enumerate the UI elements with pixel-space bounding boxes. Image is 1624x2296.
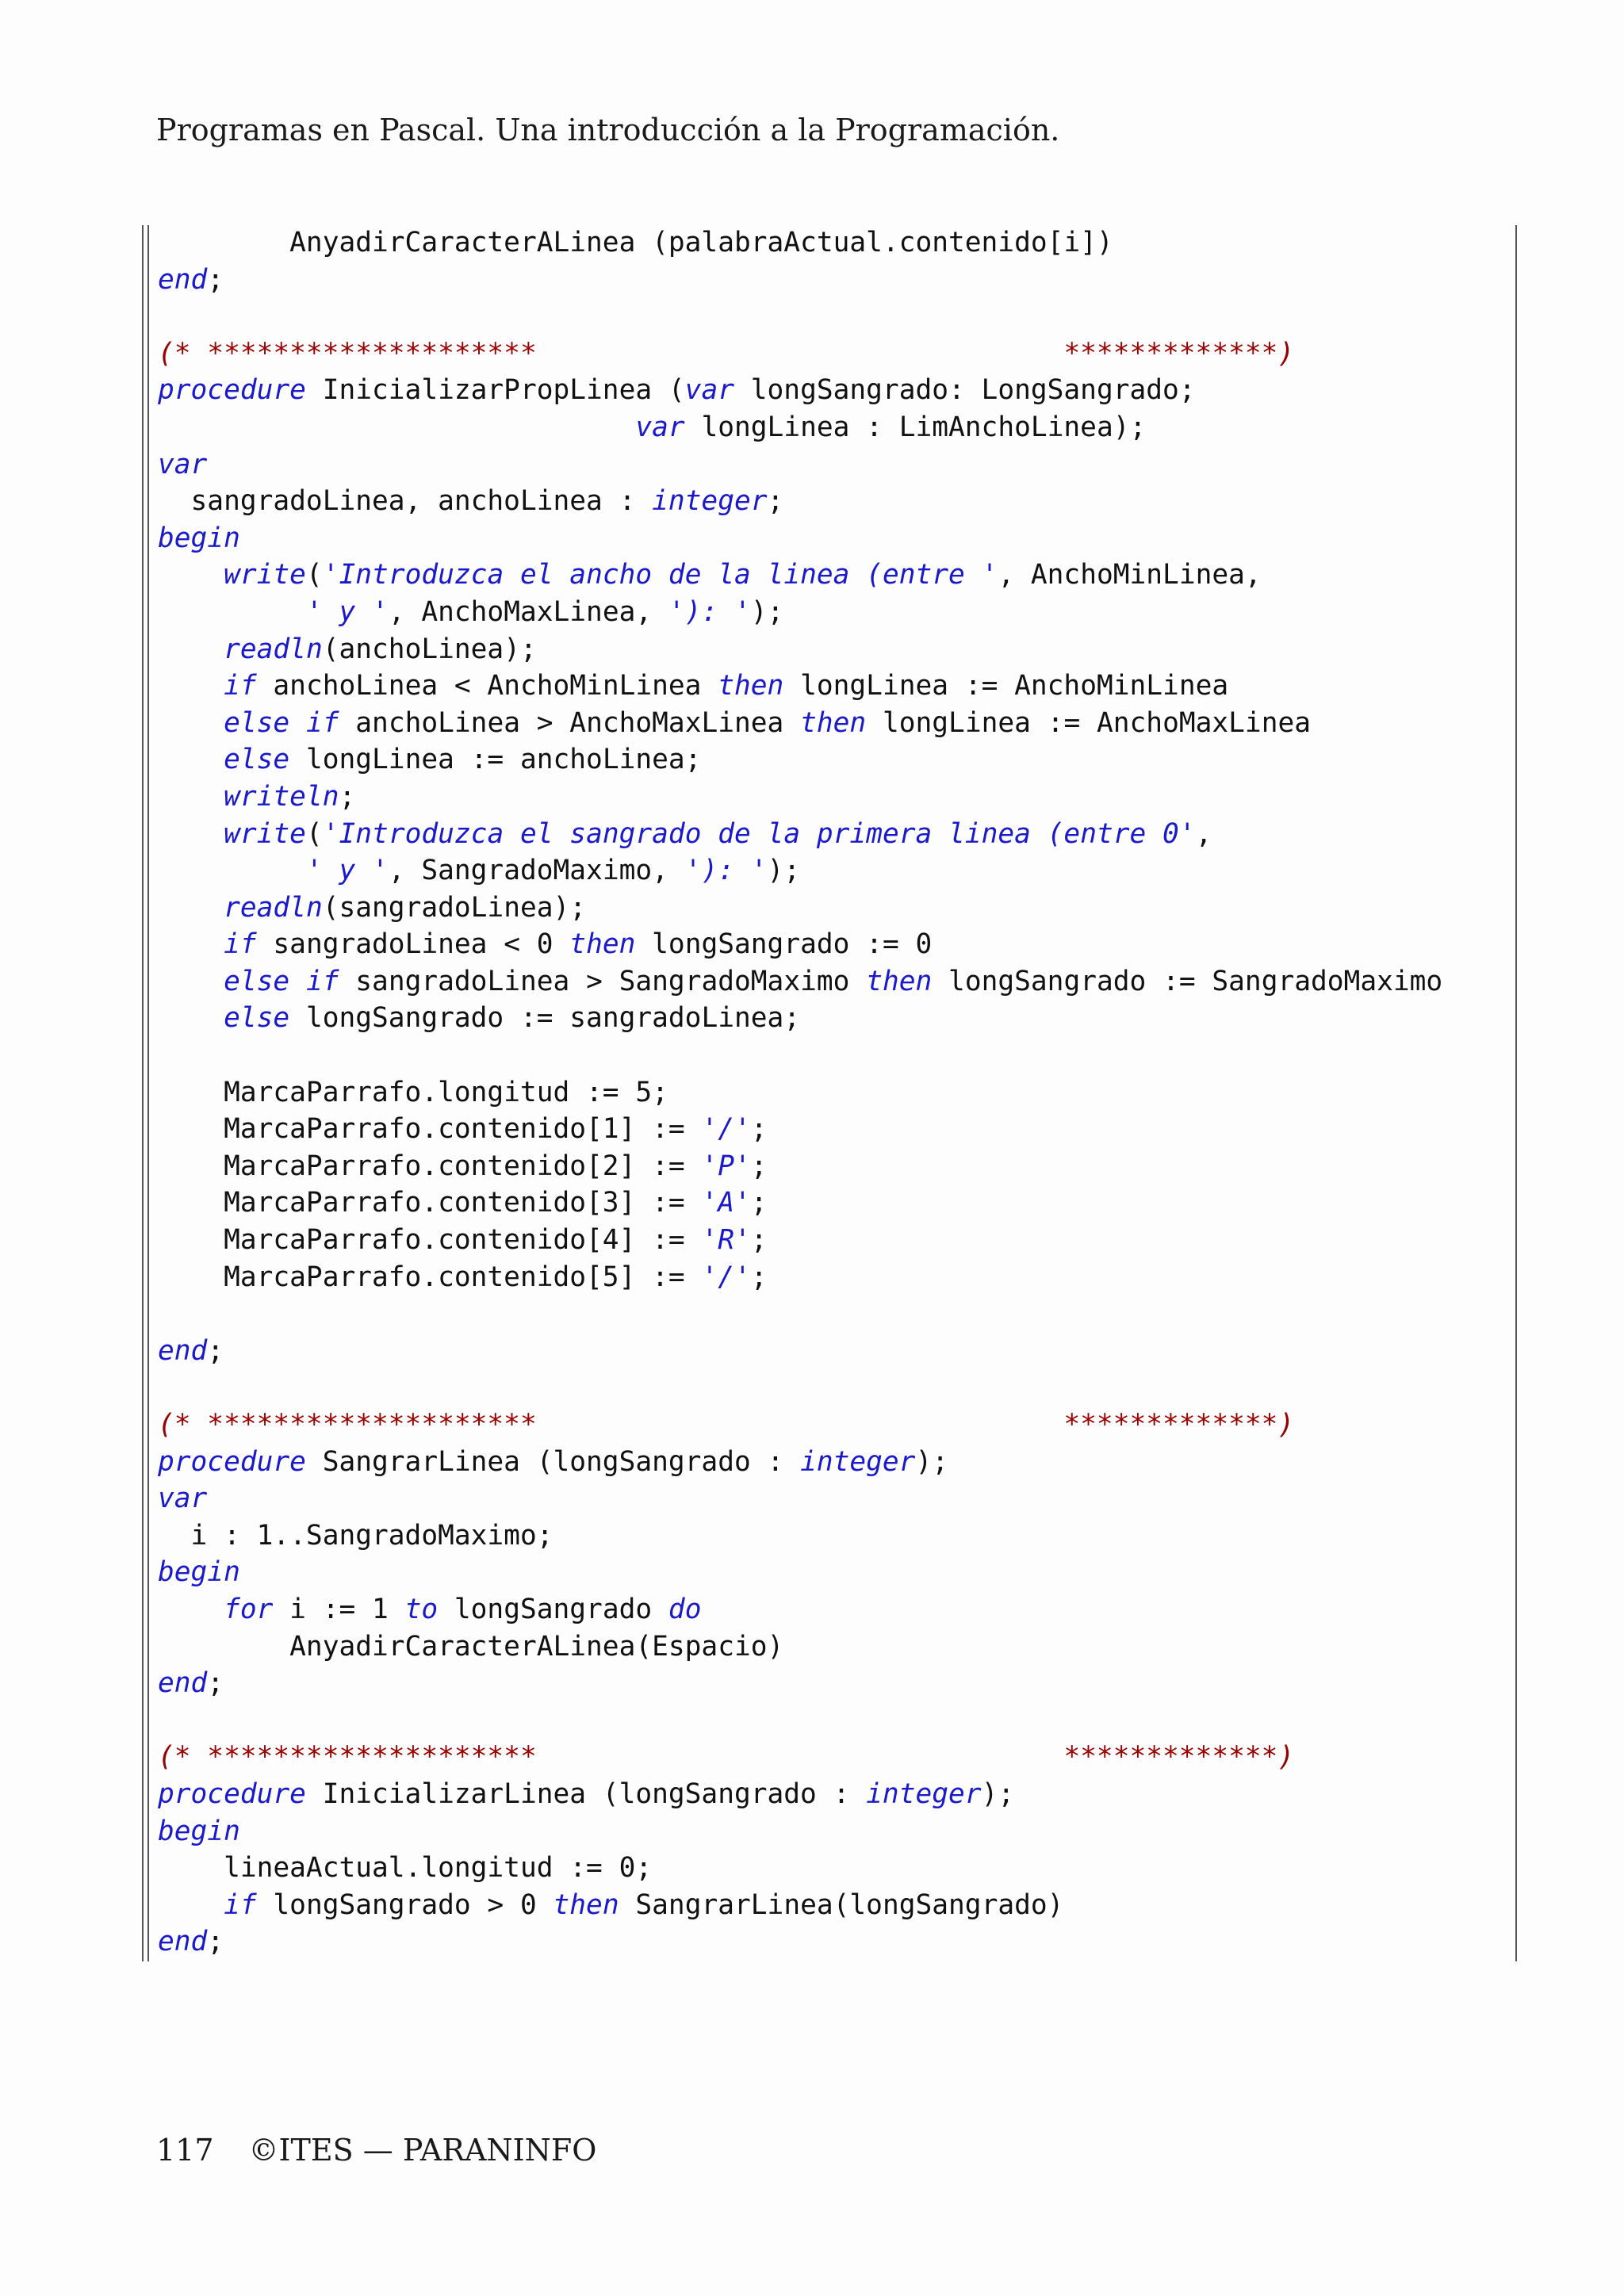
code-text: sangradoLinea, anchoLinea : — [158, 485, 653, 518]
code-keyword: if — [224, 928, 257, 961]
code-keyword: else — [224, 1002, 290, 1035]
code-line — [158, 1037, 1442, 1074]
code-text: ; — [750, 1261, 768, 1293]
code-text: longLinea : LimAnchoLinea); — [684, 411, 1147, 443]
code-line — [158, 1333, 1442, 1370]
code-line — [158, 1074, 1442, 1112]
code-line — [158, 1480, 1442, 1517]
code-string: ' y ' — [305, 855, 389, 887]
code-text: ; — [339, 780, 356, 813]
code-frame-left-inner — [147, 225, 149, 1961]
code-keyword: begin — [158, 1815, 240, 1847]
code-line — [158, 335, 1442, 373]
code-text: , AnchoMaxLinea, — [388, 595, 668, 628]
code-line — [158, 631, 1442, 668]
code-text: longLinea := anchoLinea; — [289, 744, 702, 776]
code-keyword: to — [404, 1593, 439, 1625]
code-line — [158, 1702, 1442, 1739]
code-text — [158, 559, 224, 591]
code-line — [158, 1665, 1442, 1702]
code-text: longSangrado := sangradoLinea; — [289, 1002, 801, 1035]
code-keyword: procedure — [158, 1445, 306, 1478]
page-number: 117 — [156, 2133, 214, 2168]
code-keyword: procedure — [158, 374, 306, 407]
code-text — [158, 707, 224, 739]
code-line — [158, 1628, 1442, 1666]
code-text: , AnchoMinLinea, — [998, 559, 1262, 591]
code-text — [158, 1889, 224, 1921]
code-line — [158, 446, 1442, 484]
code-text: ; — [750, 1187, 768, 1219]
code-text: ; — [207, 1926, 224, 1958]
code-keyword: integer — [800, 1445, 916, 1478]
code-text — [158, 855, 306, 886]
code-text — [158, 928, 224, 960]
code-comment: (* ******************** *************) — [158, 1741, 1295, 1774]
code-text: longSangrado: LongSangrado; — [733, 374, 1196, 407]
code-text: MarcaParrafo.contenido[3] := — [158, 1187, 702, 1219]
code-keyword: then — [718, 670, 784, 702]
code-string: 'Introduzca el ancho de la linea (entre ' — [322, 559, 998, 591]
code-line — [158, 705, 1442, 742]
code-text: MarcaParrafo.contenido[5] := — [158, 1261, 702, 1293]
code-text: ; — [207, 263, 224, 296]
code-keyword: else — [224, 965, 290, 997]
code-text: MarcaParrafo.contenido[2] := — [158, 1150, 702, 1182]
code-line — [158, 1148, 1442, 1185]
code-string: 'Introduzca el sangrado de la primera linea (entre 0' — [322, 817, 1196, 850]
code-text: lineaActual.longitud := 0; — [158, 1852, 653, 1885]
code-text: longSangrado — [438, 1593, 668, 1625]
code-string: '): ' — [684, 855, 768, 887]
code-line — [158, 741, 1442, 779]
code-text: ; — [750, 1150, 768, 1182]
code-line — [158, 1259, 1442, 1296]
code-text — [158, 1002, 224, 1034]
page-header: Programas en Pascal. Una introducción a la Programación. — [156, 113, 1060, 147]
code-line — [158, 963, 1442, 1001]
code-text: longSangrado > 0 — [256, 1888, 553, 1921]
code-text: AnyadirCaracterALinea (palabraActual.contenido[i]) — [158, 227, 1113, 258]
code-keyword: if — [305, 965, 339, 997]
code-text: ( — [305, 559, 323, 591]
code-keyword: if — [305, 706, 339, 739]
code-text — [158, 781, 224, 813]
code-text: ( — [305, 817, 323, 850]
code-string: 'A' — [701, 1187, 751, 1219]
code-string: '/' — [701, 1261, 751, 1293]
code-text: , — [1195, 817, 1212, 850]
code-text — [158, 818, 224, 850]
code-keyword: end — [158, 263, 208, 296]
code-keyword: readln — [224, 891, 323, 924]
code-keyword: end — [158, 1667, 208, 1700]
code-text: MarcaParrafo.longitud := 5; — [158, 1076, 668, 1108]
code-line — [158, 409, 1442, 446]
code-keyword: then — [800, 706, 867, 739]
code-line — [158, 594, 1442, 631]
code-text — [289, 707, 306, 739]
code-line — [158, 520, 1442, 557]
code-text: ; — [207, 1667, 224, 1700]
code-text — [158, 596, 306, 628]
code-line — [158, 483, 1442, 520]
code-keyword: var — [635, 411, 685, 443]
code-text: ; — [767, 485, 784, 518]
code-frame-right — [1515, 225, 1517, 1961]
code-line — [158, 1295, 1442, 1333]
copyright-notice: ©ITES — PARANINFO — [248, 2133, 597, 2168]
code-line — [158, 1111, 1442, 1148]
code-line — [158, 1923, 1442, 1961]
code-text — [158, 670, 224, 702]
code-text: sangradoLinea > SangradoMaximo — [339, 965, 867, 997]
code-text — [158, 411, 635, 443]
code-keyword: if — [224, 670, 257, 702]
code-text: anchoLinea > AnchoMaxLinea — [339, 706, 801, 739]
code-text: ); — [981, 1777, 1015, 1810]
code-keyword: integer — [652, 485, 768, 518]
code-line — [158, 926, 1442, 963]
code-text: anchoLinea < AnchoMinLinea — [256, 670, 718, 702]
code-text: ; — [750, 1224, 768, 1257]
code-string: ' y ' — [305, 595, 389, 628]
code-comment: (* ******************** *************) — [158, 337, 1295, 369]
code-keyword: if — [224, 1888, 257, 1921]
code-keyword: else — [224, 706, 290, 739]
code-keyword: then — [866, 965, 933, 997]
code-keyword: end — [158, 1926, 208, 1958]
code-text: longSangrado := 0 — [635, 928, 933, 961]
code-text: SangrarLinea(longSangrado) — [619, 1888, 1064, 1921]
code-line — [158, 1813, 1442, 1850]
code-line — [158, 890, 1442, 927]
code-keyword: for — [224, 1593, 274, 1625]
code-text — [158, 1594, 224, 1625]
code-text: longLinea := AnchoMaxLinea — [866, 706, 1312, 739]
code-text: ); — [767, 855, 801, 887]
code-line — [158, 372, 1442, 409]
code-string: '): ' — [668, 595, 751, 628]
code-line — [158, 1000, 1442, 1037]
code-line — [158, 1739, 1442, 1776]
code-string: 'P' — [701, 1150, 751, 1182]
code-text — [158, 744, 224, 775]
code-line — [158, 1222, 1442, 1259]
code-text: InicializarPropLinea ( — [305, 374, 685, 407]
code-line — [158, 1406, 1442, 1444]
code-text: ; — [207, 1334, 224, 1367]
code-line — [158, 1369, 1442, 1406]
code-text — [158, 966, 224, 997]
code-keyword: do — [668, 1593, 702, 1625]
page-footer — [156, 2133, 596, 2168]
code-line — [158, 816, 1442, 853]
code-text: (anchoLinea); — [322, 633, 537, 665]
code-frame-left-outer — [142, 225, 144, 1961]
code-keyword: write — [224, 559, 306, 591]
code-text: longSangrado := SangradoMaximo — [932, 965, 1443, 997]
code-text: ; — [750, 1113, 768, 1146]
code-keyword: var — [158, 1483, 208, 1515]
code-text: AnyadirCaracterALinea(Espacio) — [158, 1630, 784, 1663]
code-line — [158, 1184, 1442, 1222]
code-line — [158, 1850, 1442, 1887]
code-text: (sangradoLinea); — [322, 891, 587, 924]
code-line — [158, 1887, 1442, 1924]
code-line — [158, 557, 1442, 594]
code-keyword: var — [158, 448, 208, 480]
code-keyword: write — [224, 817, 306, 850]
code-text: InicializarLinea (longSangrado : — [305, 1777, 867, 1810]
code-text: , SangradoMaximo, — [388, 855, 685, 887]
code-string: '/' — [701, 1113, 751, 1146]
code-line — [158, 224, 1442, 262]
code-listing — [158, 224, 1442, 1961]
code-keyword: var — [684, 374, 734, 407]
code-keyword: begin — [158, 522, 240, 554]
code-line — [158, 1517, 1442, 1555]
code-line — [158, 852, 1442, 890]
code-keyword: then — [553, 1888, 619, 1921]
code-keyword: procedure — [158, 1777, 306, 1810]
code-string: 'R' — [701, 1224, 751, 1257]
code-text — [158, 633, 224, 665]
code-line — [158, 668, 1442, 705]
code-comment: (* ******************** *************) — [158, 1409, 1295, 1441]
code-text — [158, 892, 224, 924]
code-keyword: begin — [158, 1556, 240, 1589]
code-line — [158, 1554, 1442, 1591]
code-text: MarcaParrafo.contenido[4] := — [158, 1224, 702, 1257]
code-text: ); — [915, 1445, 949, 1478]
code-text: i : 1..SangradoMaximo; — [158, 1519, 553, 1552]
code-text: i := 1 — [273, 1593, 405, 1625]
code-keyword: writeln — [224, 780, 339, 813]
code-keyword: readln — [224, 633, 323, 665]
code-text: sangradoLinea < 0 — [256, 928, 570, 961]
code-keyword: integer — [866, 1777, 982, 1810]
code-line — [158, 262, 1442, 299]
code-keyword: end — [158, 1334, 208, 1367]
code-line — [158, 298, 1442, 335]
code-text: MarcaParrafo.contenido[1] := — [158, 1113, 702, 1146]
code-text: ); — [750, 595, 784, 628]
code-keyword: else — [224, 744, 290, 776]
code-text: SangrarLinea (longSangrado : — [305, 1445, 801, 1478]
code-text — [289, 966, 306, 997]
code-keyword: then — [569, 928, 636, 961]
code-line — [158, 1444, 1442, 1481]
code-line — [158, 779, 1442, 816]
code-text: longLinea := AnchoMinLinea — [783, 670, 1229, 702]
code-line — [158, 1776, 1442, 1813]
code-line — [158, 1591, 1442, 1628]
